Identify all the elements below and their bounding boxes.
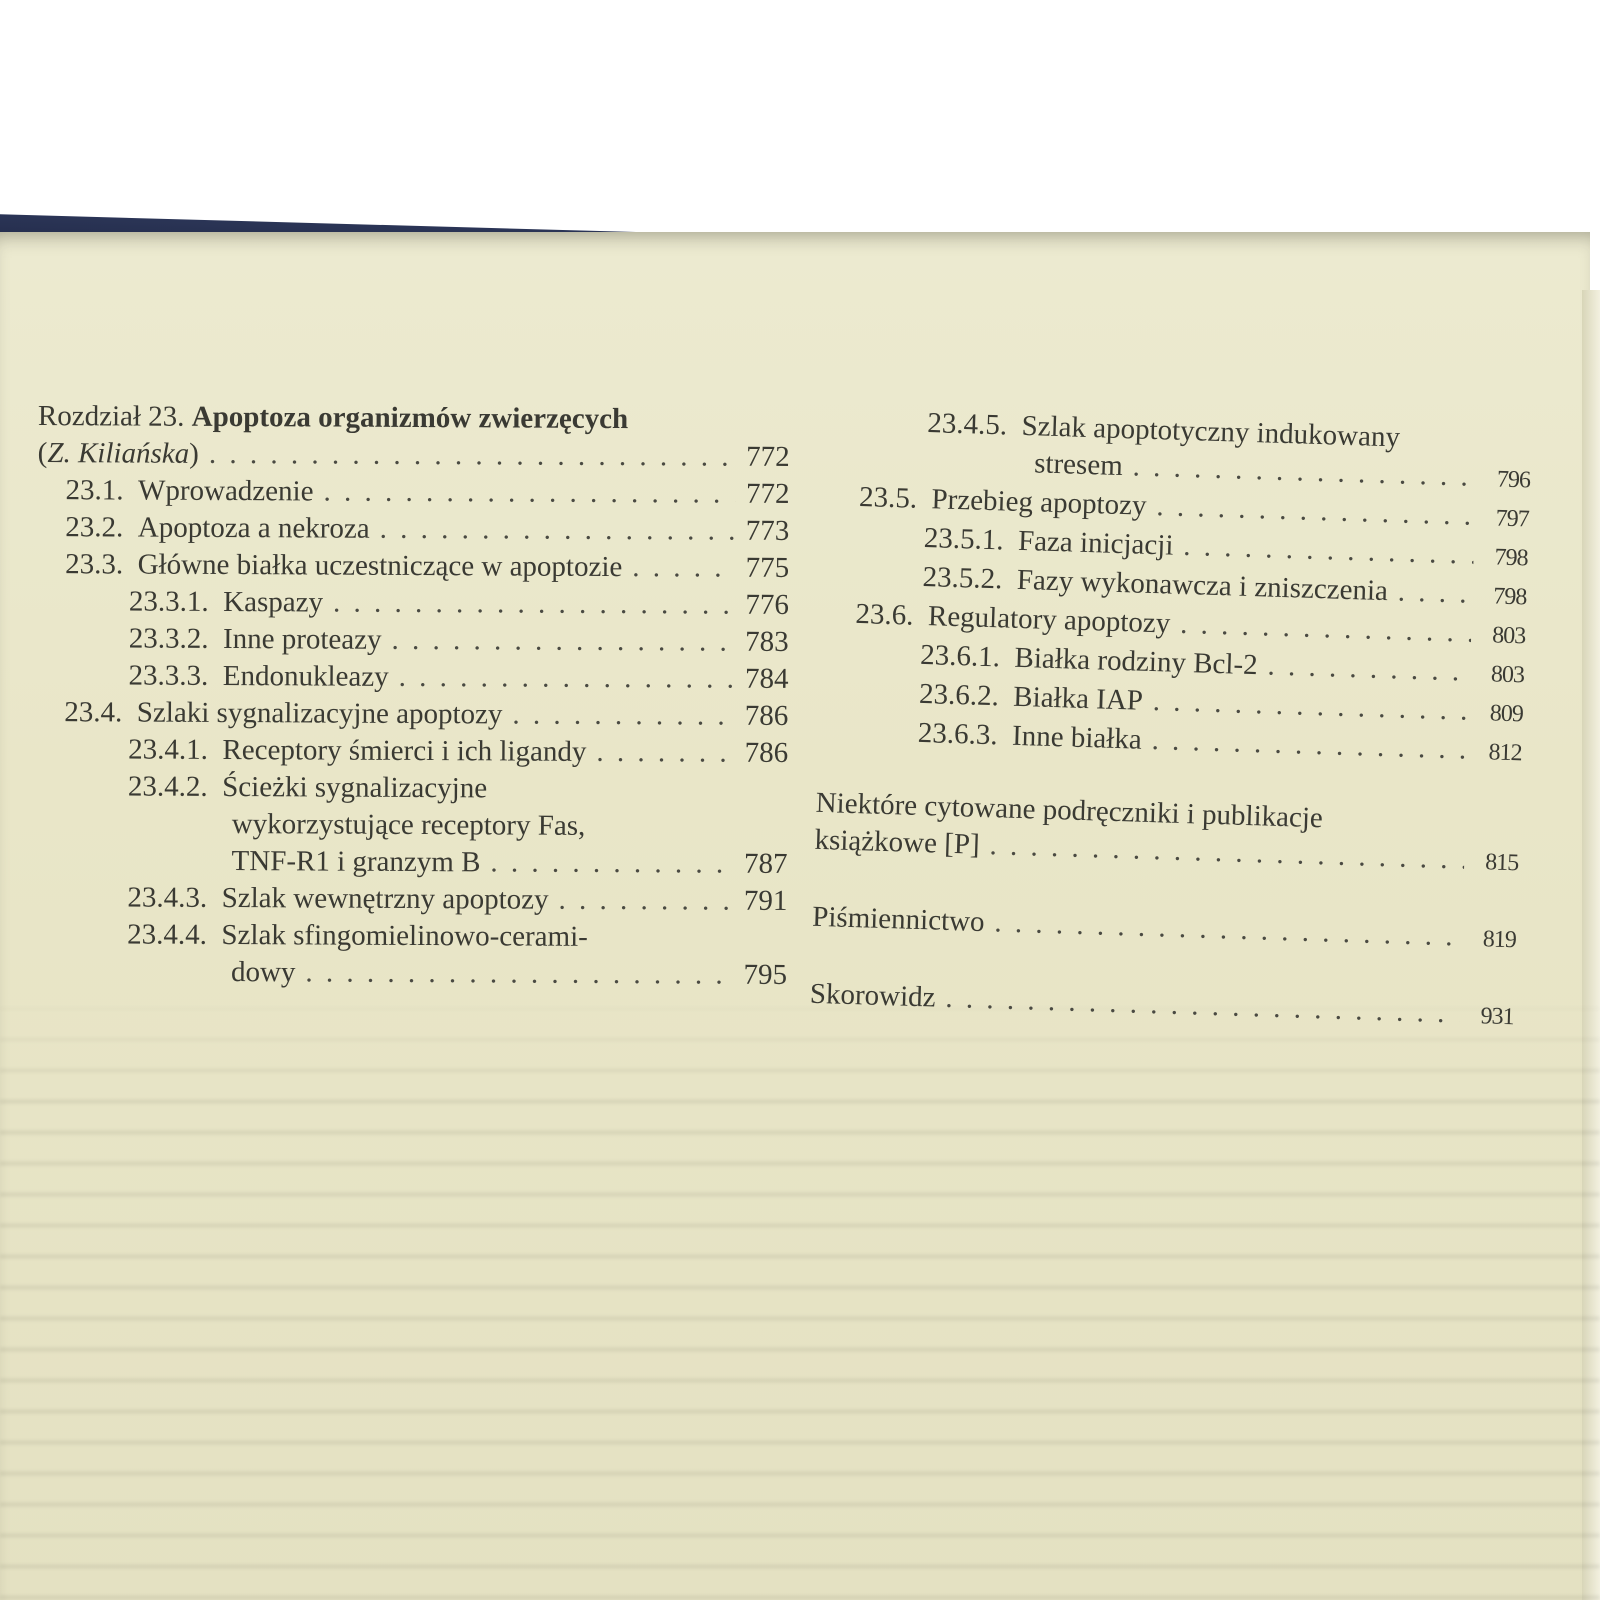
- leader-dots: [490, 844, 733, 882]
- toc-entry[interactable]: [35, 879, 787, 920]
- toc-entry[interactable]: [37, 472, 789, 513]
- section-title-line: wykorzystujące receptory Fas,: [231, 808, 586, 842]
- section-number: 23.5.2.: [922, 560, 1003, 596]
- section-title: Główne białka uczestniczące w apoptozie: [137, 548, 623, 584]
- section-number: 23.4.: [64, 696, 123, 729]
- section-number: 23.3.3.: [128, 659, 209, 692]
- page-number: 773: [745, 514, 790, 547]
- chapter-prefix: Rozdział 23.: [37, 399, 185, 433]
- section-title: Wprowadzenie: [137, 474, 314, 508]
- page-number: 815: [1484, 849, 1519, 877]
- toc-entry[interactable]: [37, 546, 789, 587]
- section-title: Przebieg apoptozy: [931, 483, 1147, 522]
- back-matter-title: Piśmiennictwo: [811, 900, 986, 939]
- section-title: Kaspazy: [223, 585, 324, 619]
- page-number: 931: [1480, 1003, 1514, 1031]
- section-number: 23.6.: [855, 597, 915, 632]
- page-number: 803: [1490, 661, 1525, 689]
- section-number: 23.6.2.: [918, 677, 1000, 713]
- page-number: 786: [744, 699, 789, 732]
- page-number: 772: [746, 440, 790, 473]
- chapter-heading-row: [38, 398, 790, 439]
- section-title: Receptory śmierci i ich ligandy: [222, 733, 587, 768]
- section-title: Szlak sfingomielinowo-cerami-: [221, 918, 588, 953]
- section-number: 23.4.4.: [127, 918, 208, 951]
- leader-dots: [333, 585, 735, 624]
- section-number: 23.4.3.: [127, 881, 208, 914]
- toc-entry-continuation: [36, 805, 788, 846]
- toc-entry[interactable]: [36, 657, 788, 698]
- toc-entry[interactable]: [37, 509, 789, 550]
- back-matter-title: Skorowidz: [809, 977, 937, 1014]
- leader-dots: [209, 436, 736, 476]
- section-title: Białka rodziny Bcl-2: [1014, 641, 1259, 682]
- page-number: 798: [1494, 544, 1528, 572]
- page-number: 775: [745, 551, 790, 584]
- toc-entry[interactable]: [37, 583, 789, 624]
- chapter-author: Z. Kiliańska: [47, 437, 190, 470]
- chapter-title: Apoptoza organizmów zwierzęcych: [191, 400, 629, 436]
- toc-entry[interactable]: [38, 435, 790, 476]
- section-title-line: stresem: [1033, 447, 1124, 483]
- toc-entry[interactable]: [37, 620, 789, 661]
- section-title: Faza inicjacji: [1017, 524, 1174, 562]
- section-title: Fazy wykonawcza i zniszczenia: [1016, 563, 1389, 608]
- page-number: 786: [744, 736, 789, 769]
- section-number: 23.4.2.: [127, 770, 208, 803]
- page-number: 797: [1495, 505, 1530, 533]
- leader-dots: [1397, 574, 1473, 613]
- section-title: Regulatory apoptozy: [927, 600, 1171, 640]
- leader-dots: [632, 549, 735, 587]
- leader-dots: [323, 473, 735, 512]
- section-number: 23.2.: [65, 511, 124, 544]
- back-matter-title-line: książkowe [P]: [814, 823, 981, 861]
- section-number: 23.5.1.: [923, 521, 1005, 557]
- page-number: 798: [1492, 583, 1527, 611]
- leader-dots: [558, 882, 733, 920]
- section-number: 23.4.1.: [128, 733, 208, 766]
- section-title: Szlak wewnętrzny apoptozy: [221, 881, 549, 916]
- toc-entry[interactable]: [36, 768, 788, 809]
- section-number: 23.3.2.: [128, 622, 209, 655]
- page-number: 809: [1489, 700, 1524, 728]
- leader-dots: [596, 734, 734, 772]
- page-number: 812: [1488, 739, 1522, 767]
- section-number: 23.4.5.: [926, 407, 1008, 442]
- section-title-line: TNF-R1 i granzym B: [231, 845, 481, 879]
- section-title: Ścieżki sygnalizacyjne: [222, 770, 488, 805]
- section-number: 23.3.1.: [128, 585, 209, 618]
- leader-dots: [380, 511, 736, 550]
- leader-dots: [512, 696, 734, 734]
- section-title: Apoptoza a nekroza: [137, 511, 370, 545]
- leader-dots: [391, 622, 734, 661]
- section-title-line: dowy: [230, 956, 296, 989]
- page-number: 784: [744, 662, 789, 695]
- page-number: 783: [745, 625, 789, 658]
- page-number: 791: [743, 884, 788, 917]
- toc-entry[interactable]: [35, 916, 787, 957]
- page-number: 772: [745, 477, 790, 510]
- section-title: Endonukleazy: [222, 659, 389, 693]
- toc-left-column: [35, 398, 790, 994]
- section-number: 23.5.: [858, 481, 918, 515]
- section-number: 23.6.1.: [919, 638, 1001, 674]
- section-number: 23.3.: [65, 548, 124, 581]
- section-title: Inne białka: [1011, 719, 1143, 756]
- page-number: 803: [1491, 622, 1526, 650]
- toc-entry-continuation[interactable]: [35, 953, 787, 994]
- page-number: 796: [1496, 466, 1531, 494]
- leader-dots: [1180, 606, 1472, 652]
- section-title: Szlaki sygnalizacyjne apoptozy: [136, 696, 503, 731]
- page-number: 776: [745, 588, 790, 621]
- page-number: 787: [743, 847, 788, 880]
- section-title: Szlak apoptotyczny indukowany: [1021, 409, 1401, 454]
- leader-dots: [1183, 528, 1474, 574]
- back-matter-title: Niektóre cytowane podręczniki i publikacje: [815, 786, 1324, 835]
- toc-entry[interactable]: [36, 731, 788, 772]
- paren: (: [37, 436, 48, 470]
- page-number: 795: [743, 958, 788, 991]
- toc-entry[interactable]: [36, 694, 788, 735]
- page-number: 819: [1482, 926, 1517, 954]
- section-number: 23.1.: [65, 474, 124, 507]
- section-number: 23.6.3.: [917, 716, 999, 752]
- leader-dots: [1267, 648, 1471, 691]
- toc-right-column: [809, 402, 1531, 1036]
- toc-entry-continuation[interactable]: [35, 842, 787, 883]
- bleed-through-text: [0, 980, 1600, 1600]
- leader-dots: [305, 954, 733, 993]
- paren: ): [189, 437, 199, 470]
- section-title: Białka IAP: [1012, 680, 1144, 717]
- section-title: Inne proteazy: [222, 622, 382, 656]
- leader-dots: [399, 659, 735, 698]
